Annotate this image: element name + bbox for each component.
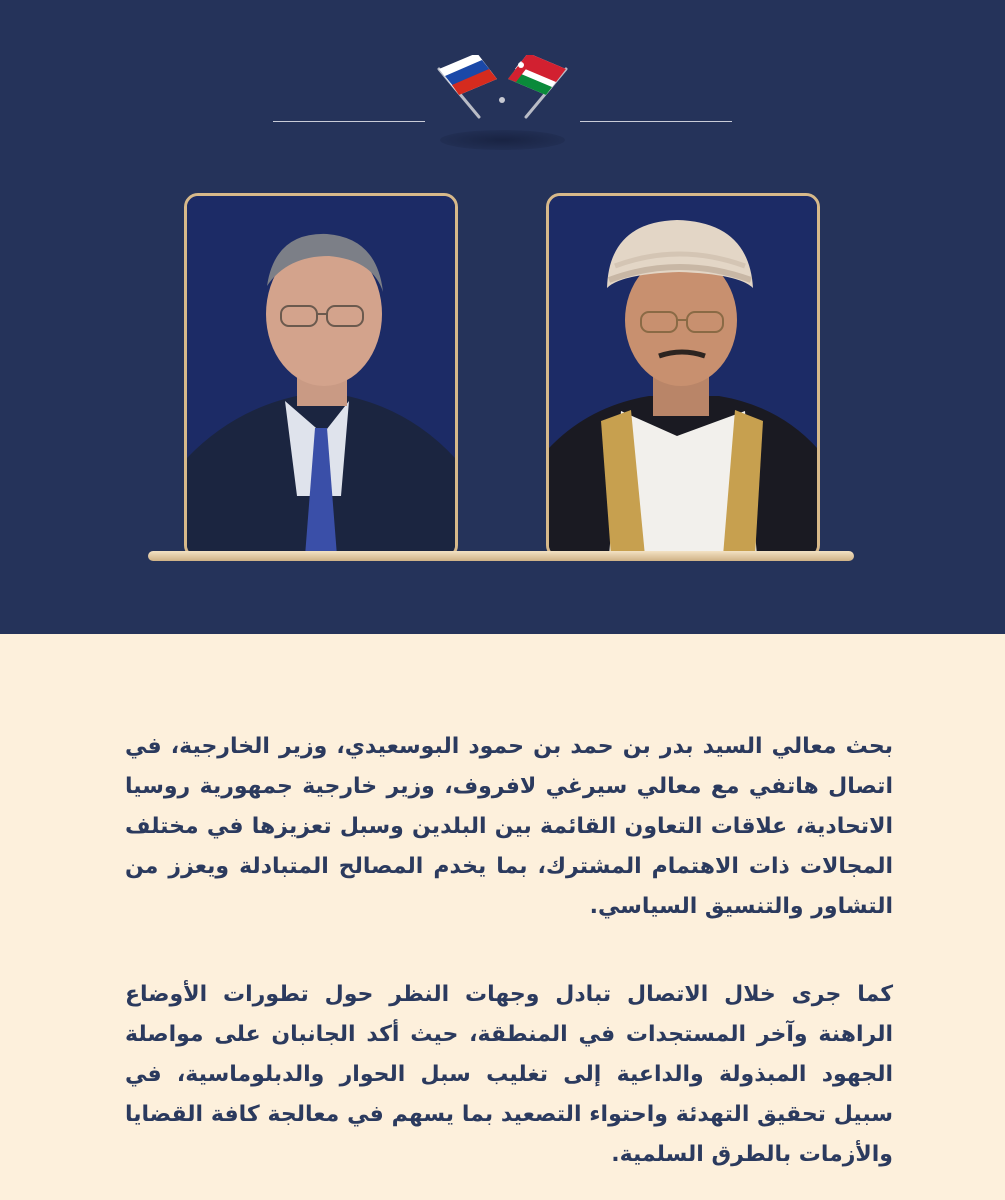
divider-left <box>273 121 425 122</box>
oman-flag-icon <box>508 55 566 95</box>
portrait-photo-icon <box>187 196 455 556</box>
statement-paragraph-1: بحث معالي السيد بدر بن حمد بن حمود البوسعيدي، وزير الخارجية، في اتصال هاتفي مع معالي سيرغي لافروف، وزير خارجية جمهورية روسيا الاتحادية، علاقات التعاون القائمة بين البلدين وسبل تعزيزها في مختلف المجالات ذات الاهتمام المشترك، بما يخدم المصالح المتبادلة ويعزز من التشاور والتنسيق السياسي. <box>125 734 893 919</box>
crossed-flags-icon <box>425 55 580 130</box>
portrait-shelf <box>148 551 854 561</box>
russia-flag-icon <box>439 55 497 95</box>
statement-paragraph-2: كما جرى خلال الاتصال تبادل وجهات النظر حول تطورات الأوضاع الراهنة وآخر المستجدات في المنطقة، حيث أكد الجانبان على مواصلة الجهود المبذولة والداعية إلى تغليب سبل الحوار والدبلوماسية، في سبيل تحقيق التهدئة واحتواء التصعيد بما يسهم في معالجة كافة القضايا والأزمات بالطرق السلمية. <box>125 982 893 1167</box>
portrait-photo-icon <box>549 196 817 556</box>
portrait-left <box>184 193 458 559</box>
portrait-right <box>546 193 820 559</box>
flag-shadow <box>440 130 565 150</box>
divider-right <box>580 121 732 122</box>
